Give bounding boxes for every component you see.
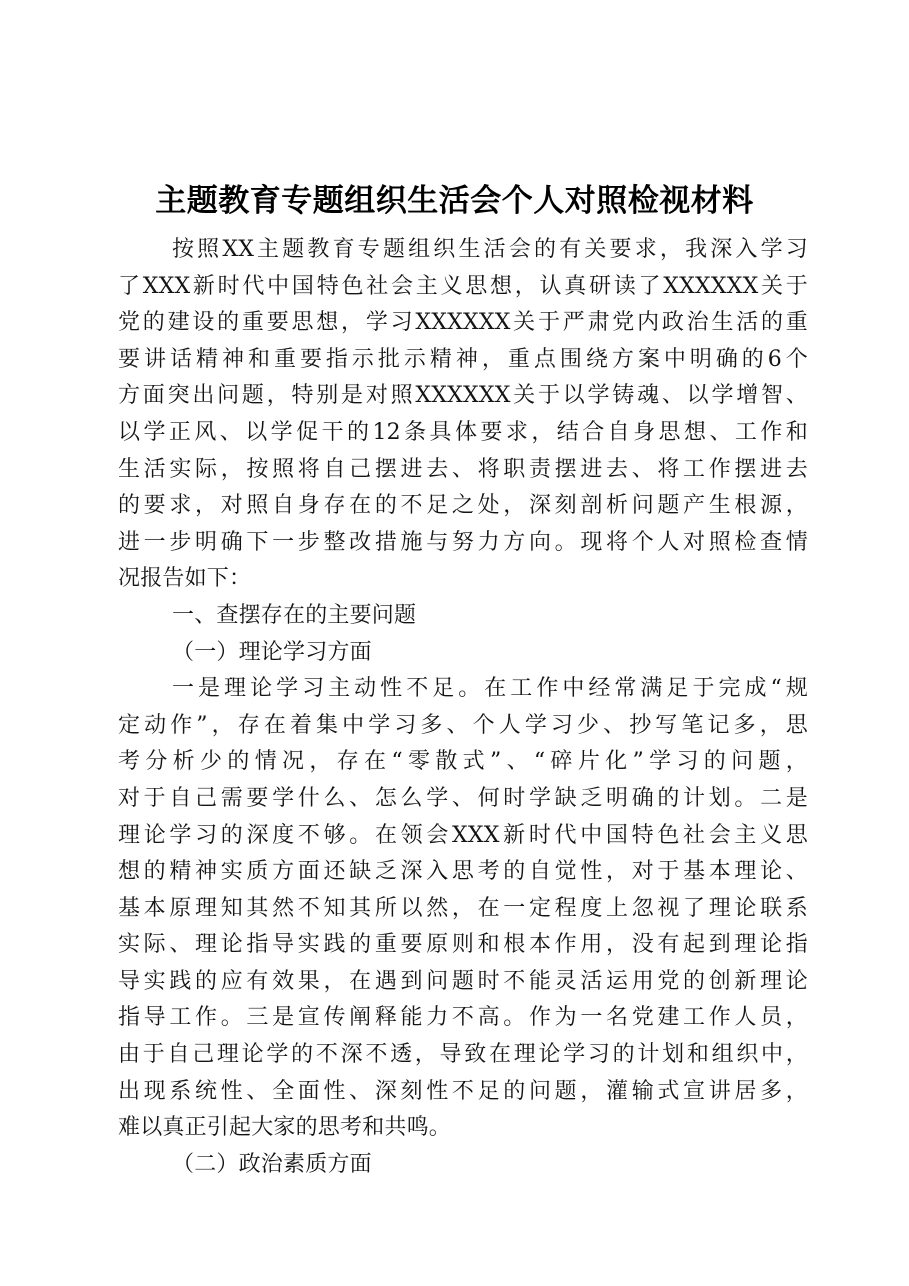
text-line: 由于自己理论学的不深不透，导致在理论学习的计划和组织中， xyxy=(118,1042,808,1068)
document-body xyxy=(118,232,808,1183)
text-line: 党的建设的重要思想，学习XXXXXX关于严肃党内政治生活的重 xyxy=(118,310,808,336)
text-line: 进一步明确下一步整改措施与努力方向。现将个人对照检查情 xyxy=(118,529,808,555)
text-line: 的要求，对照自身存在的不足之处，深刻剖析问题产生根源， xyxy=(118,493,808,519)
text-line: 一是理论学习主动性不足。在工作中经常满足于完成“规 xyxy=(172,676,808,702)
text-line: 要讲话精神和重要指示批示精神，重点围绕方案中明确的6个 xyxy=(118,346,808,372)
text-line: 以学正风、以学促干的12条具体要求，结合自身思想、工作和 xyxy=(118,419,808,445)
text-line: 况报告如下： xyxy=(118,566,252,592)
text-line: （二）政治素质方面 xyxy=(172,1151,372,1177)
text-line: （一）理论学习方面 xyxy=(172,639,372,665)
text-line: 按照XX主题教育专题组织生活会的有关要求，我深入学习 xyxy=(172,237,808,262)
text-line: 定动作”，存在着集中学习多、个人学习少、抄写笔记多，思 xyxy=(118,712,808,738)
text-line: 难以真正引起大家的思考和共鸣。 xyxy=(118,1115,452,1141)
text-line: 实际、理论指导实践的重要原则和根本作用，没有起到理论指 xyxy=(118,932,808,958)
text-line: 对于自己需要学什么、怎么学、何时学缺乏明确的计划。二是 xyxy=(118,785,808,811)
text-line: 方面突出问题，特别是对照XXXXXX关于以学铸魂、以学增智、 xyxy=(118,383,808,409)
text-line: 了XXX新时代中国特色社会主义思想，认真研读了XXXXXX关于 xyxy=(118,273,808,299)
text-line: 想的精神实质方面还缺乏深入思考的自觉性，对于基本理论、 xyxy=(118,859,808,885)
text-line: 指导工作。三是宣传阐释能力不高。作为一名党建工作人员， xyxy=(118,1005,808,1031)
text-line: 考分析少的情况，存在“零散式”、“碎片化”学习的问题， xyxy=(118,749,808,775)
text-line: 生活实际，按照将自己摆进去、将职责摆进去、将工作摆进去 xyxy=(118,456,808,482)
text-line: 一、查摆存在的主要问题 xyxy=(172,602,417,628)
document-title: 主题教育专题组织生活会个人对照检视材料 xyxy=(155,183,754,219)
text-line: 基本原理知其然不知其所以然，在一定程度上忽视了理论联系 xyxy=(118,895,808,921)
text-line: 理论学习的深度不够。在领会XXX新时代中国特色社会主义思 xyxy=(118,822,808,848)
text-line: 出现系统性、全面性、深刻性不足的问题，灌输式宣讲居多， xyxy=(118,1078,808,1104)
text-line: 导实践的应有效果，在遇到问题时不能灵活运用党的创新理论 xyxy=(118,968,808,994)
